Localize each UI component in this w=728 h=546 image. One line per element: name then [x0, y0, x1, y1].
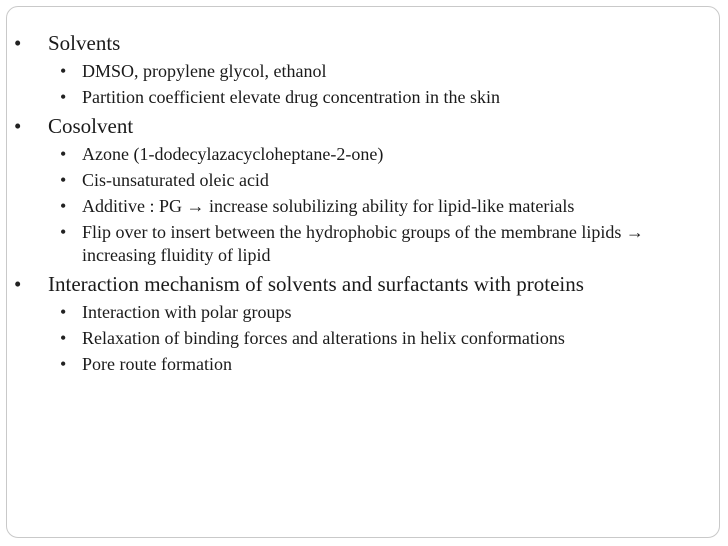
sub-item-text: Interaction with polar groups	[82, 302, 292, 322]
sub-item-text: DMSO, propylene glycol, ethanol	[82, 61, 327, 81]
bullet-label: Interaction mechanism of solvents and surfactants with proteins	[48, 272, 584, 296]
sub-item-text: Flip over to insert between the hydrophobic groups of the membrane lipids → increasing fluidity of lipid	[82, 222, 644, 265]
sub-list	[60, 143, 704, 267]
sub-list	[60, 60, 704, 109]
bullet-list	[14, 30, 704, 376]
bullet-cosolvent	[14, 113, 704, 267]
sub-list	[60, 301, 704, 376]
sub-item	[60, 86, 704, 109]
sub-item-text: Partition coefficient elevate drug concentration in the skin	[82, 87, 501, 107]
sub-item	[60, 327, 704, 350]
bullet-label: Cosolvent	[48, 114, 134, 138]
sub-item-text: Azone (1-dodecylazacycloheptane-2-one)	[82, 144, 384, 164]
bullet-solvents	[14, 30, 704, 109]
bullet-label: Solvents	[48, 31, 121, 55]
bullet-icon: •	[14, 31, 22, 55]
sub-item-text: Additive : PG → increase solubilizing ability for lipid-like materials	[82, 196, 575, 216]
sub-item-text: Cis-unsaturated oleic acid	[82, 170, 269, 190]
bullet-icon: •	[60, 196, 67, 216]
sub-item	[60, 169, 704, 192]
bullet-icon: •	[60, 222, 67, 242]
bullet-icon: •	[60, 354, 67, 374]
bullet-icon: •	[60, 144, 67, 164]
bullet-icon: •	[60, 328, 67, 348]
bullet-icon: •	[60, 61, 67, 81]
sub-item	[60, 195, 704, 218]
sub-item	[60, 221, 704, 267]
bullet-icon: •	[60, 302, 67, 322]
bullet-icon: •	[60, 87, 67, 107]
bullet-icon: •	[14, 114, 22, 138]
sub-item-text: Pore route formation	[82, 354, 232, 374]
bullet-interaction-mechanism	[14, 271, 704, 376]
sub-item	[60, 301, 704, 324]
sub-item	[60, 60, 704, 83]
slide-content	[14, 30, 704, 376]
bullet-icon: •	[60, 170, 67, 190]
sub-item	[60, 353, 704, 376]
sub-item	[60, 143, 704, 166]
bullet-icon: •	[14, 272, 22, 296]
sub-item-text: Relaxation of binding forces and alterations in helix conformations	[82, 328, 565, 348]
